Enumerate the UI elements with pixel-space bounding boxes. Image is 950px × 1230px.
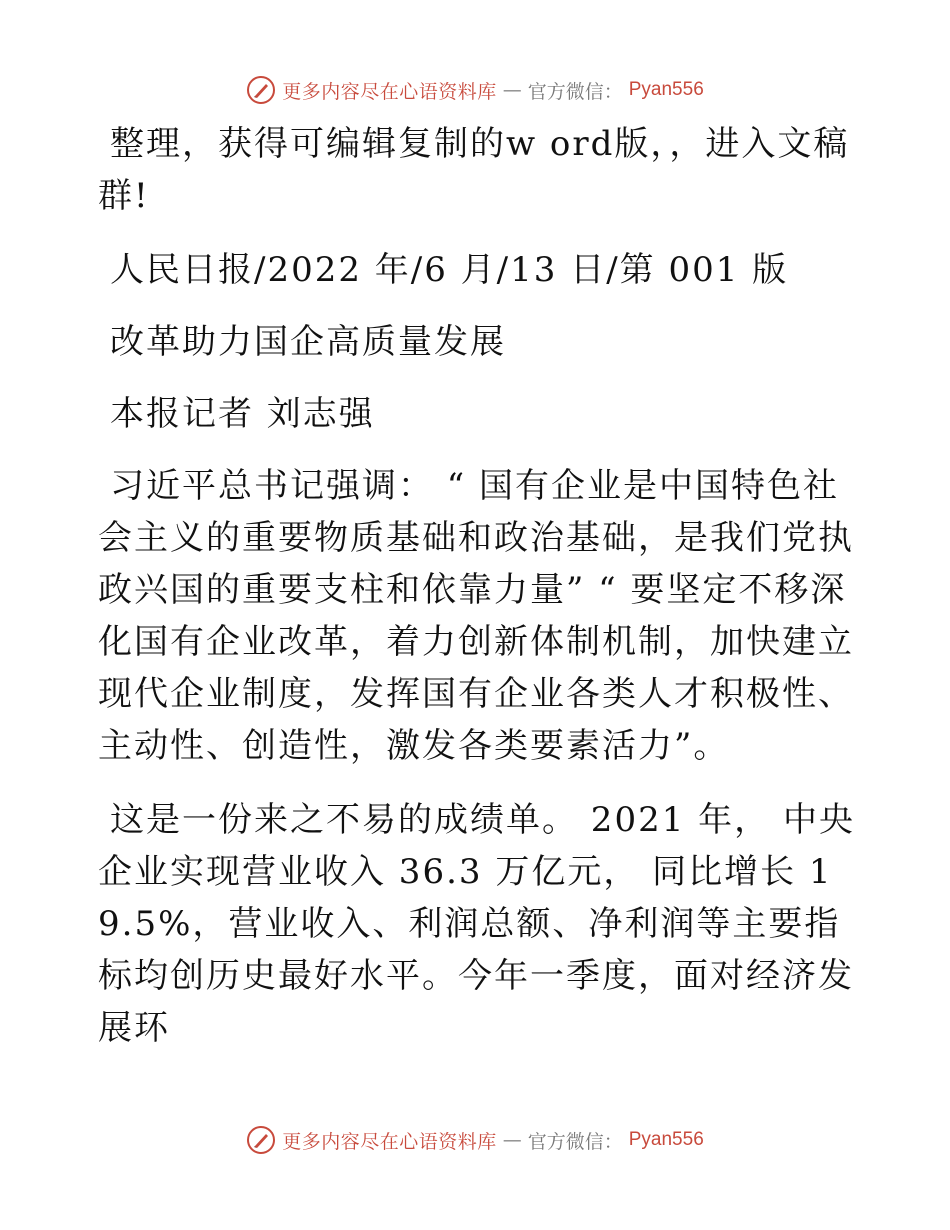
- watermark-site-text: 更多内容尽在心语资料库: [282, 80, 497, 103]
- watermark-site-text: 更多内容尽在心语资料库: [282, 1130, 497, 1153]
- body-paragraph: 习近平总书记强调： “ 国有企业是中国特色社会主义的重要物质基础和政治基础，是我们党执政兴国的重要支柱和依靠力量” “ 要坚定不移深化国有企业改革，着力创新体制机制，加快建立现代企业制度，发挥国有企业各类人才积极性、主动性、创造性，激发各类要素活力”。: [98, 466, 854, 766]
- watermark-wechat-label: 官方微信：: [527, 80, 623, 103]
- feather-pen-logo-icon: [246, 75, 276, 105]
- byline: 本报记者 刘志强: [110, 394, 375, 434]
- watermark-dash: —: [502, 1129, 522, 1151]
- feather-pen-logo-icon: [246, 1125, 276, 1155]
- watermark-wechat-label: 官方微信：: [527, 1130, 623, 1153]
- body-paragraph: 这是一份来之不易的成绩单。 2021 年， 中央企业实现营业收入 36.3 万亿元， 同比增长 19.5%，营业收入、利润总额、净利润等主要指标均创历史最好水平。今年一季度，面对经济发展环: [98, 800, 855, 1048]
- footer-watermark: [0, 1122, 950, 1158]
- watermark-wechat-id: Pyan556: [628, 1129, 704, 1150]
- intro-paragraph: 整理，获得可编辑复制的w ord版，，进入文稿群!: [98, 124, 850, 216]
- source-line: 人民日报/2022 年/6 月/13 日/第 001 版: [110, 250, 789, 290]
- header-watermark: [0, 72, 950, 108]
- watermark-dash: —: [502, 79, 522, 101]
- document-body: [98, 118, 858, 1076]
- watermark-wechat-id: Pyan556: [628, 79, 704, 100]
- article-title: 改革助力国企高质量发展: [110, 322, 506, 362]
